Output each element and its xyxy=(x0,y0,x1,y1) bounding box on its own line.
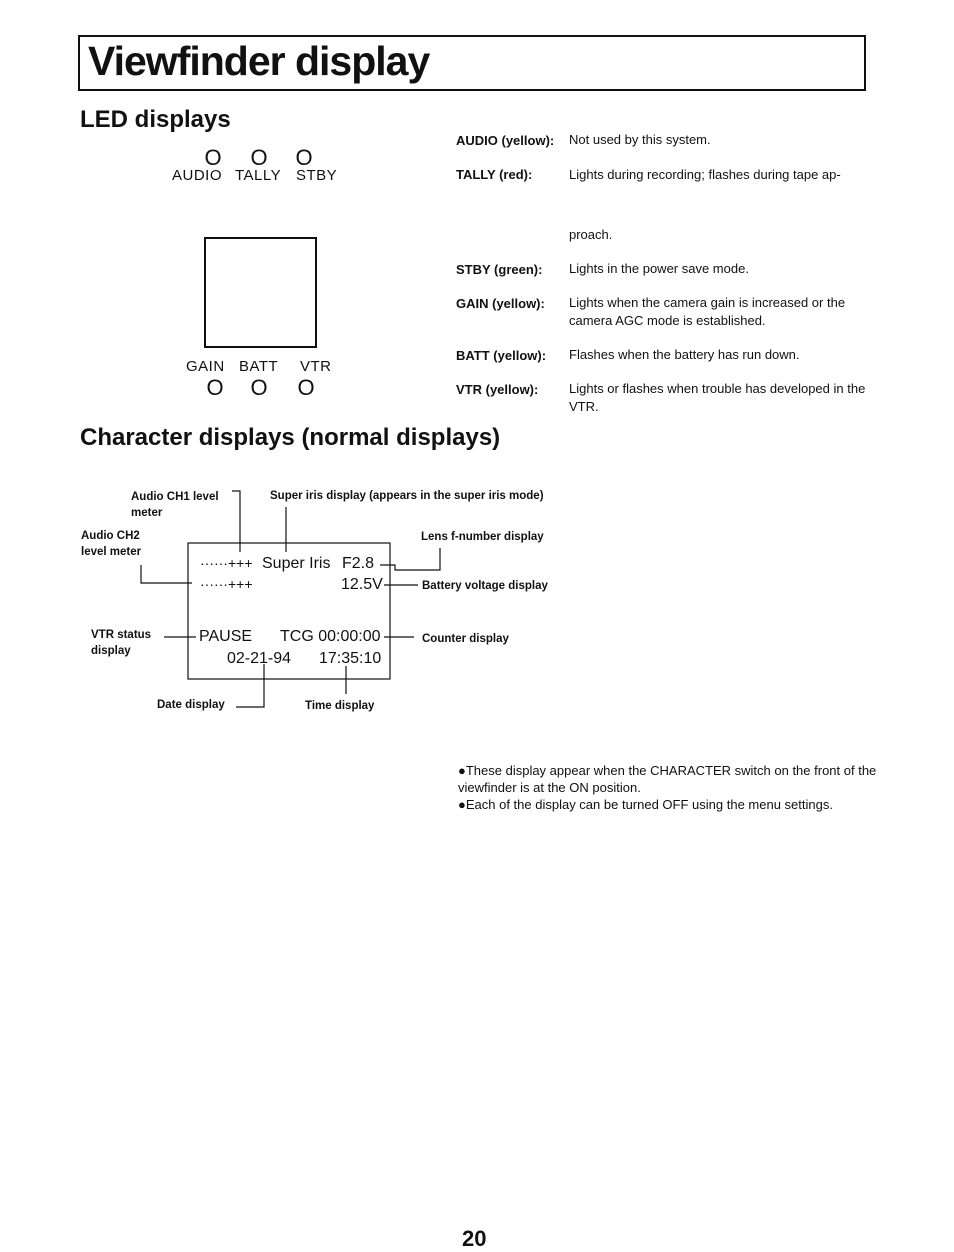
gain-led-symbol: O xyxy=(206,375,224,400)
stby-led-desc: Lights in the power save mode. xyxy=(569,261,749,276)
date-callout-line xyxy=(236,664,264,707)
audio-ch1-callout xyxy=(131,489,231,521)
batt-led-label: BATT xyxy=(239,358,279,375)
date-label: Date display xyxy=(157,699,225,711)
note-menu-settings: ●Each of the display can be turned OFF using the menu settings. xyxy=(458,797,833,812)
tally-led-label: TALLY xyxy=(235,167,282,184)
stby-led-label: STBY xyxy=(296,167,338,184)
batt-led-desc: Flashes when the battery has run down. xyxy=(569,347,800,362)
vtr-status-text: PAUSE xyxy=(199,628,253,645)
ch1-level-meter: ······+++ xyxy=(200,555,253,571)
vtr-led-symbol: O xyxy=(297,375,315,400)
counter-label: Counter display xyxy=(422,633,509,645)
date-text: 02-21-94 xyxy=(227,650,292,667)
vtr-led-term: VTR (yellow): xyxy=(456,382,539,397)
super-iris-text: Super Iris xyxy=(262,555,331,572)
tally-led-desc-cont: proach. xyxy=(569,227,613,242)
vtr-status-callout xyxy=(91,627,161,659)
super-iris-label: Super iris display (appears in the super iris mode) xyxy=(270,490,544,502)
batt-led-term: BATT (yellow): xyxy=(456,348,547,363)
battery-voltage-label: Battery voltage display xyxy=(422,580,548,592)
counter-text: TCG 00:00:00 xyxy=(280,628,381,645)
gain-led-label: GAIN xyxy=(186,358,225,375)
audio-led-label: AUDIO xyxy=(172,167,223,184)
gain-led-term: GAIN (yellow): xyxy=(456,296,545,311)
audio-ch2-label: Audio CH2 level meter xyxy=(81,530,142,558)
stby-led-symbol: O xyxy=(295,145,313,170)
f-number-text: F2.8 xyxy=(342,555,375,572)
audio-ch2-callout xyxy=(81,528,153,560)
vtr-led-label: VTR xyxy=(300,358,332,375)
lens-fnumber-label: Lens f-number display xyxy=(421,531,544,543)
tally-led-desc: Lights during recording; flashes during tape ap- xyxy=(569,167,841,182)
stby-led-term: STBY (green): xyxy=(456,262,543,277)
tally-led-term: TALLY (red): xyxy=(456,167,533,182)
voltage-text: 12.5V xyxy=(341,576,383,593)
audio-led-term: AUDIO (yellow): xyxy=(456,133,555,148)
char-section-heading: Character displays (normal displays) xyxy=(80,424,501,451)
ch2-callout-line xyxy=(141,565,192,583)
lens-callout-line xyxy=(380,548,440,570)
audio-led-desc: Not used by this system. xyxy=(569,132,711,147)
ch2-level-meter: ······+++ xyxy=(200,576,253,592)
time-label: Time display xyxy=(305,700,375,712)
audio-ch1-label: Audio CH1 level meter xyxy=(131,491,219,519)
vtr-led-desc: Lights or flashes when trouble has developed in the VTR. xyxy=(569,381,866,414)
gain-led-desc: Lights when the camera gain is increased or the camera AGC mode is established. xyxy=(569,295,846,328)
audio-led-symbol: O xyxy=(204,145,222,170)
time-text: 17:35:10 xyxy=(319,650,382,667)
batt-led-symbol: O xyxy=(250,375,268,400)
tally-led-symbol: O xyxy=(250,145,268,170)
page-number: 20 xyxy=(462,1226,487,1251)
led-section-heading: LED displays xyxy=(80,106,231,133)
note-character-switch: ●These display appear when the CHARACTER switch on the front of the viewfinder is at the ON position. xyxy=(458,763,877,795)
vtr-status-label: VTR status display xyxy=(91,629,152,657)
page-title: Viewfinder display xyxy=(88,38,430,84)
